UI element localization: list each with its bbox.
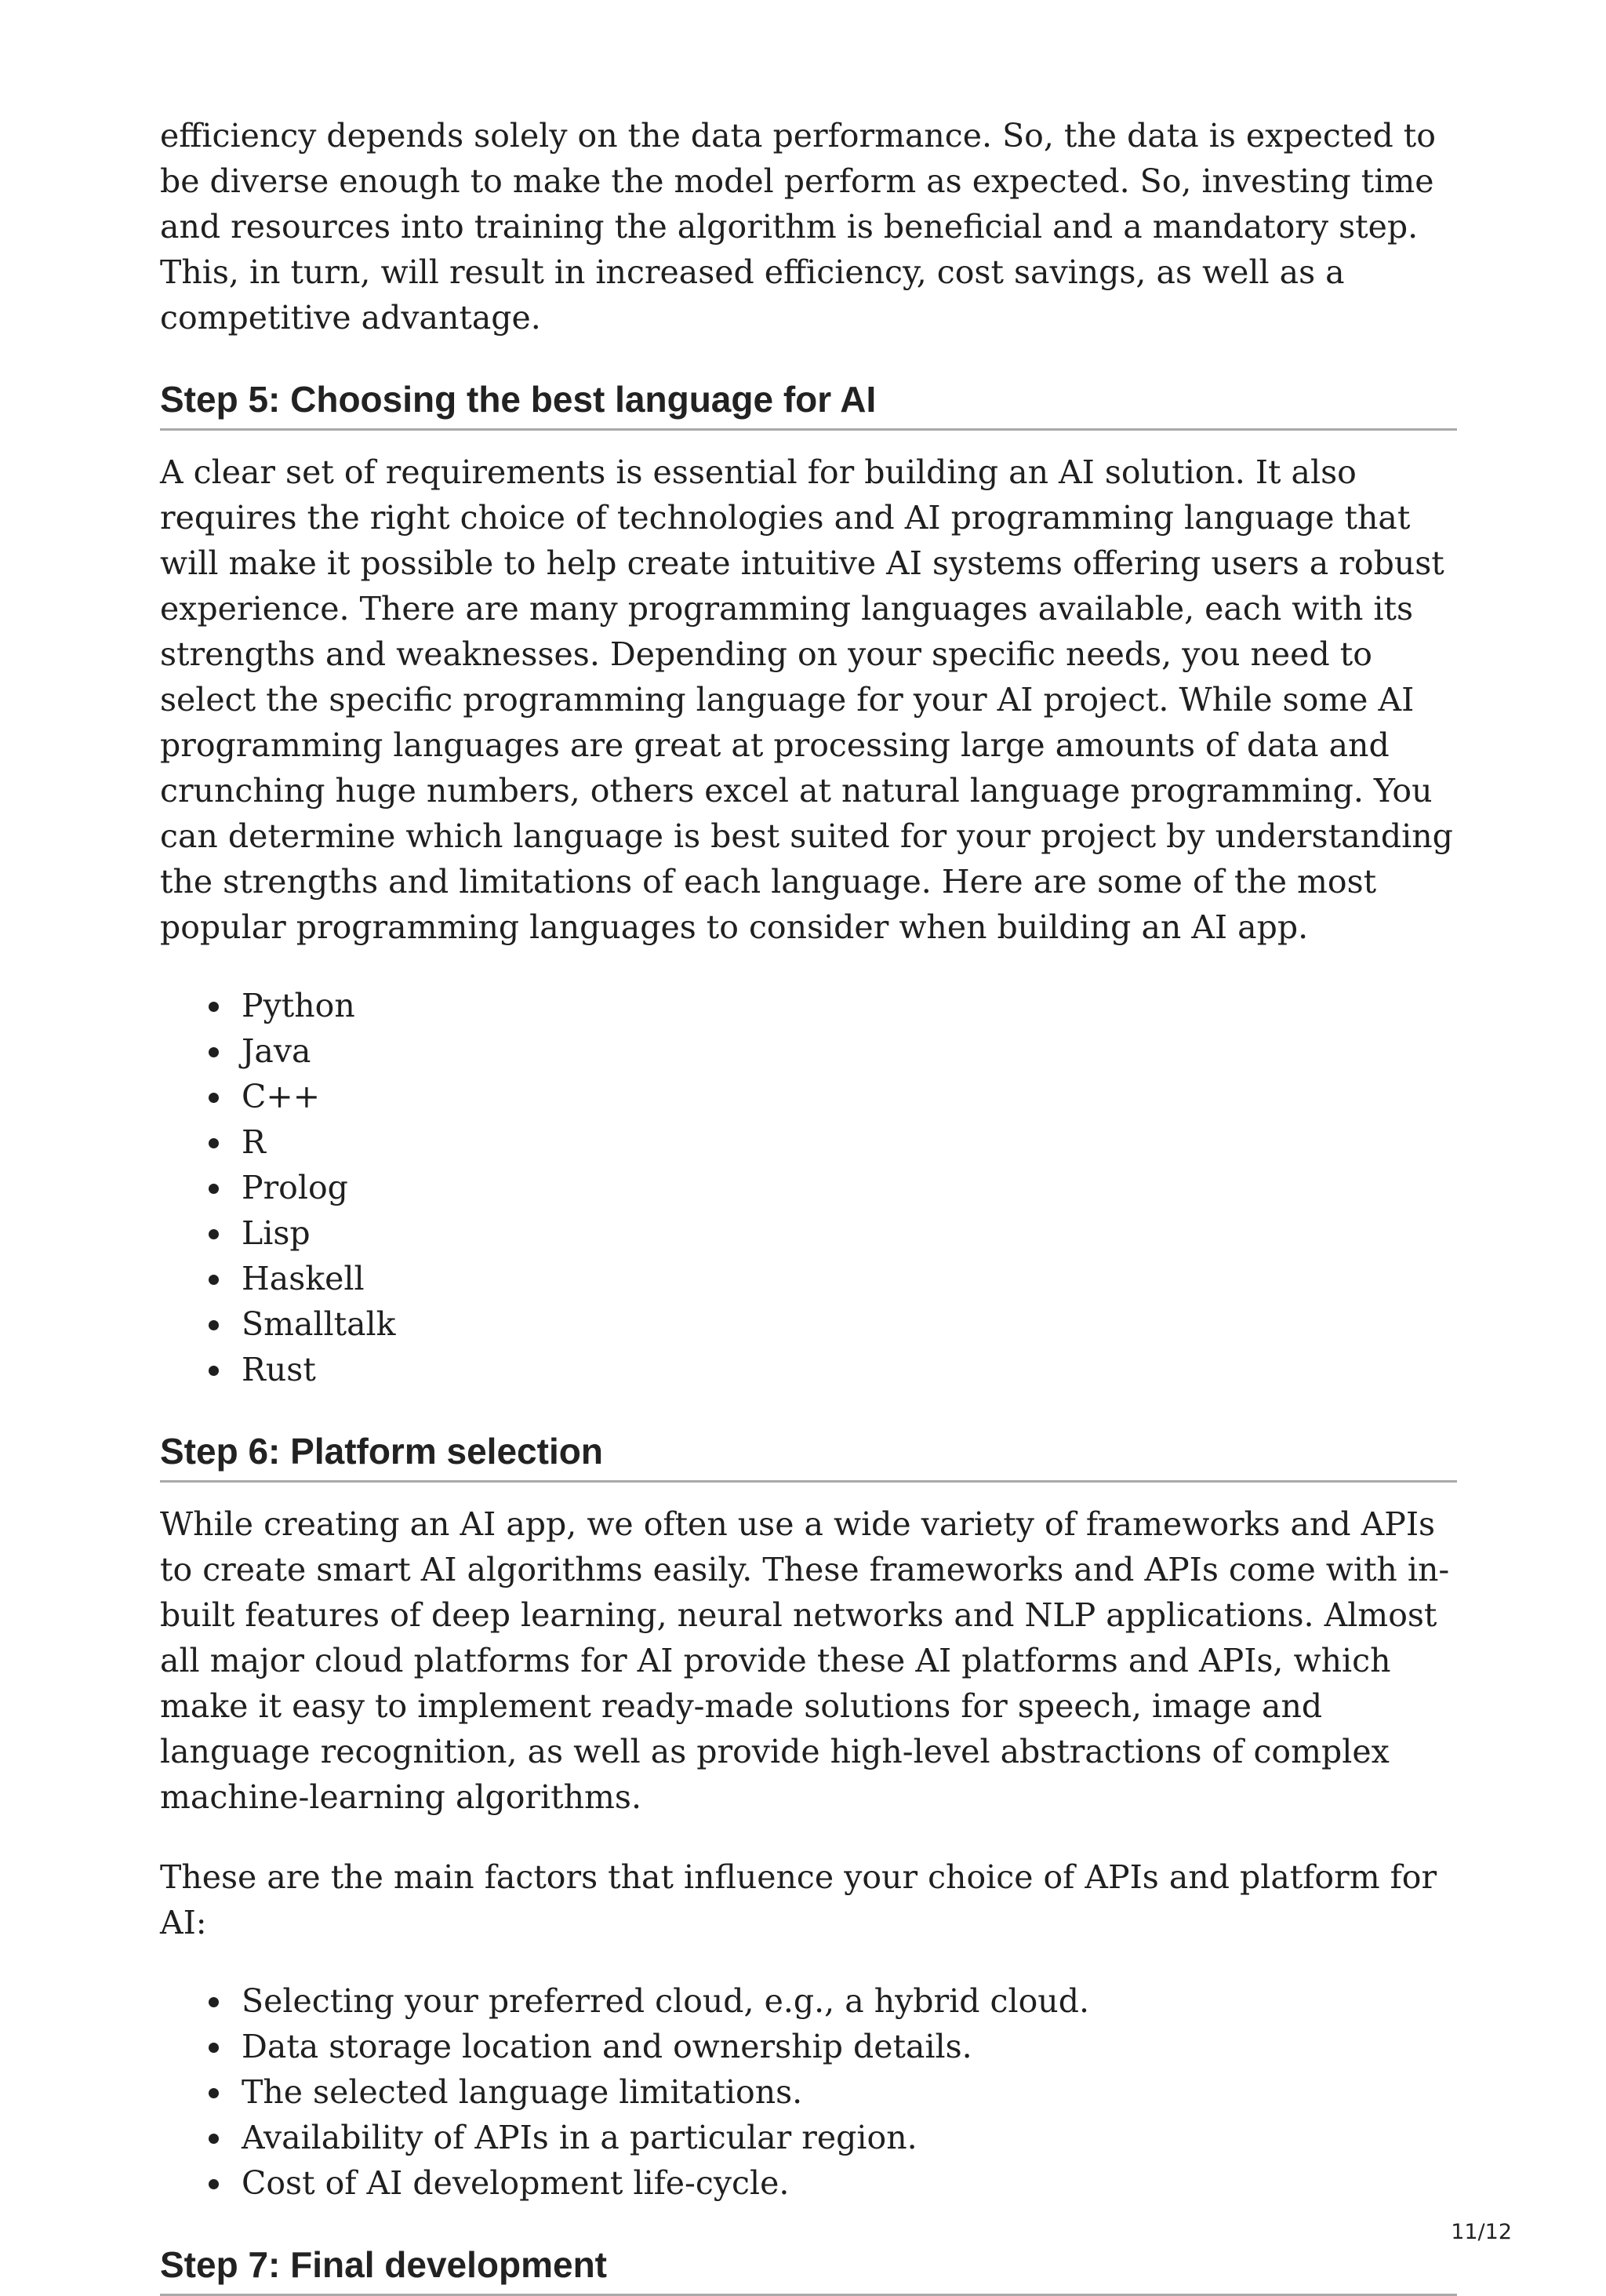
list-item: C++ (160, 1074, 1457, 1119)
step6-heading: Step 6: Platform selection (160, 1428, 1457, 1483)
step5-paragraph: A clear set of requirements is essential for building an AI solution. It also requires the right choice of technologies and AI programming language that will make it possible to help create intuitive AI systems offering users a robust experience. There are many programming languages available, each with its strengths and weaknesses. Depending on your specific needs, you need to select the specific programming language for your AI project. While some AI programming languages are great at processing large amounts of data and crunching huge numbers, others excel at natural language programming. You can determine which language is best suited for your project by understanding the strengths and limitations of each language. Here are some of the most popular programming languages to consider when building an AI app. (160, 453, 1453, 946)
list-item: Selecting your preferred cloud, e.g., a hybrid cloud. (160, 1978, 1457, 2024)
list-item: R (160, 1119, 1457, 1165)
list-item: Python (160, 983, 1457, 1028)
languages-list (160, 983, 1457, 1392)
list-item: Smalltalk (160, 1301, 1457, 1347)
list-item: Cost of AI development life-cycle. (160, 2160, 1457, 2206)
document-page (160, 113, 1457, 2296)
list-item: Java (160, 1028, 1457, 1074)
list-item: Haskell (160, 1256, 1457, 1301)
list-item: Data storage location and ownership details. (160, 2024, 1457, 2069)
list-item: Prolog (160, 1165, 1457, 1210)
intro-paragraph: efficiency depends solely on the data performance. So, the data is expected to be diverse enough to make the model perform as expected. So, investing time and resources into training the algorithm is beneficial and a mandatory step. This, in turn, will result in increased efficiency, cost savings, as well as a competitive advantage. (160, 117, 1436, 337)
step6-paragraph-2: These are the main factors that influence your choice of APIs and platform for AI: (160, 1858, 1437, 1941)
page-number: 11/12 (1451, 2220, 1512, 2244)
factors-list (160, 1978, 1457, 2206)
step6-paragraph-1: While creating an AI app, we often use a wide variety of frameworks and APIs to create smart AI algorithms easily. These frameworks and APIs come with in-built features of deep learning, neural networks and NLP applications. Almost all major cloud platforms for AI provide these AI platforms and APIs, which make it easy to implement ready-made solutions for speech, image and language recognition, as well as provide high-level abstractions of complex machine-learning algorithms. (160, 1505, 1450, 1816)
step5-heading: Step 5: Choosing the best language for AI (160, 377, 1457, 431)
list-item: Rust (160, 1347, 1457, 1392)
step7-heading: Step 7: Final development (160, 2242, 1457, 2296)
list-item: Availability of APIs in a particular region. (160, 2115, 1457, 2160)
list-item: Lisp (160, 1210, 1457, 1256)
list-item: The selected language limitations. (160, 2069, 1457, 2115)
